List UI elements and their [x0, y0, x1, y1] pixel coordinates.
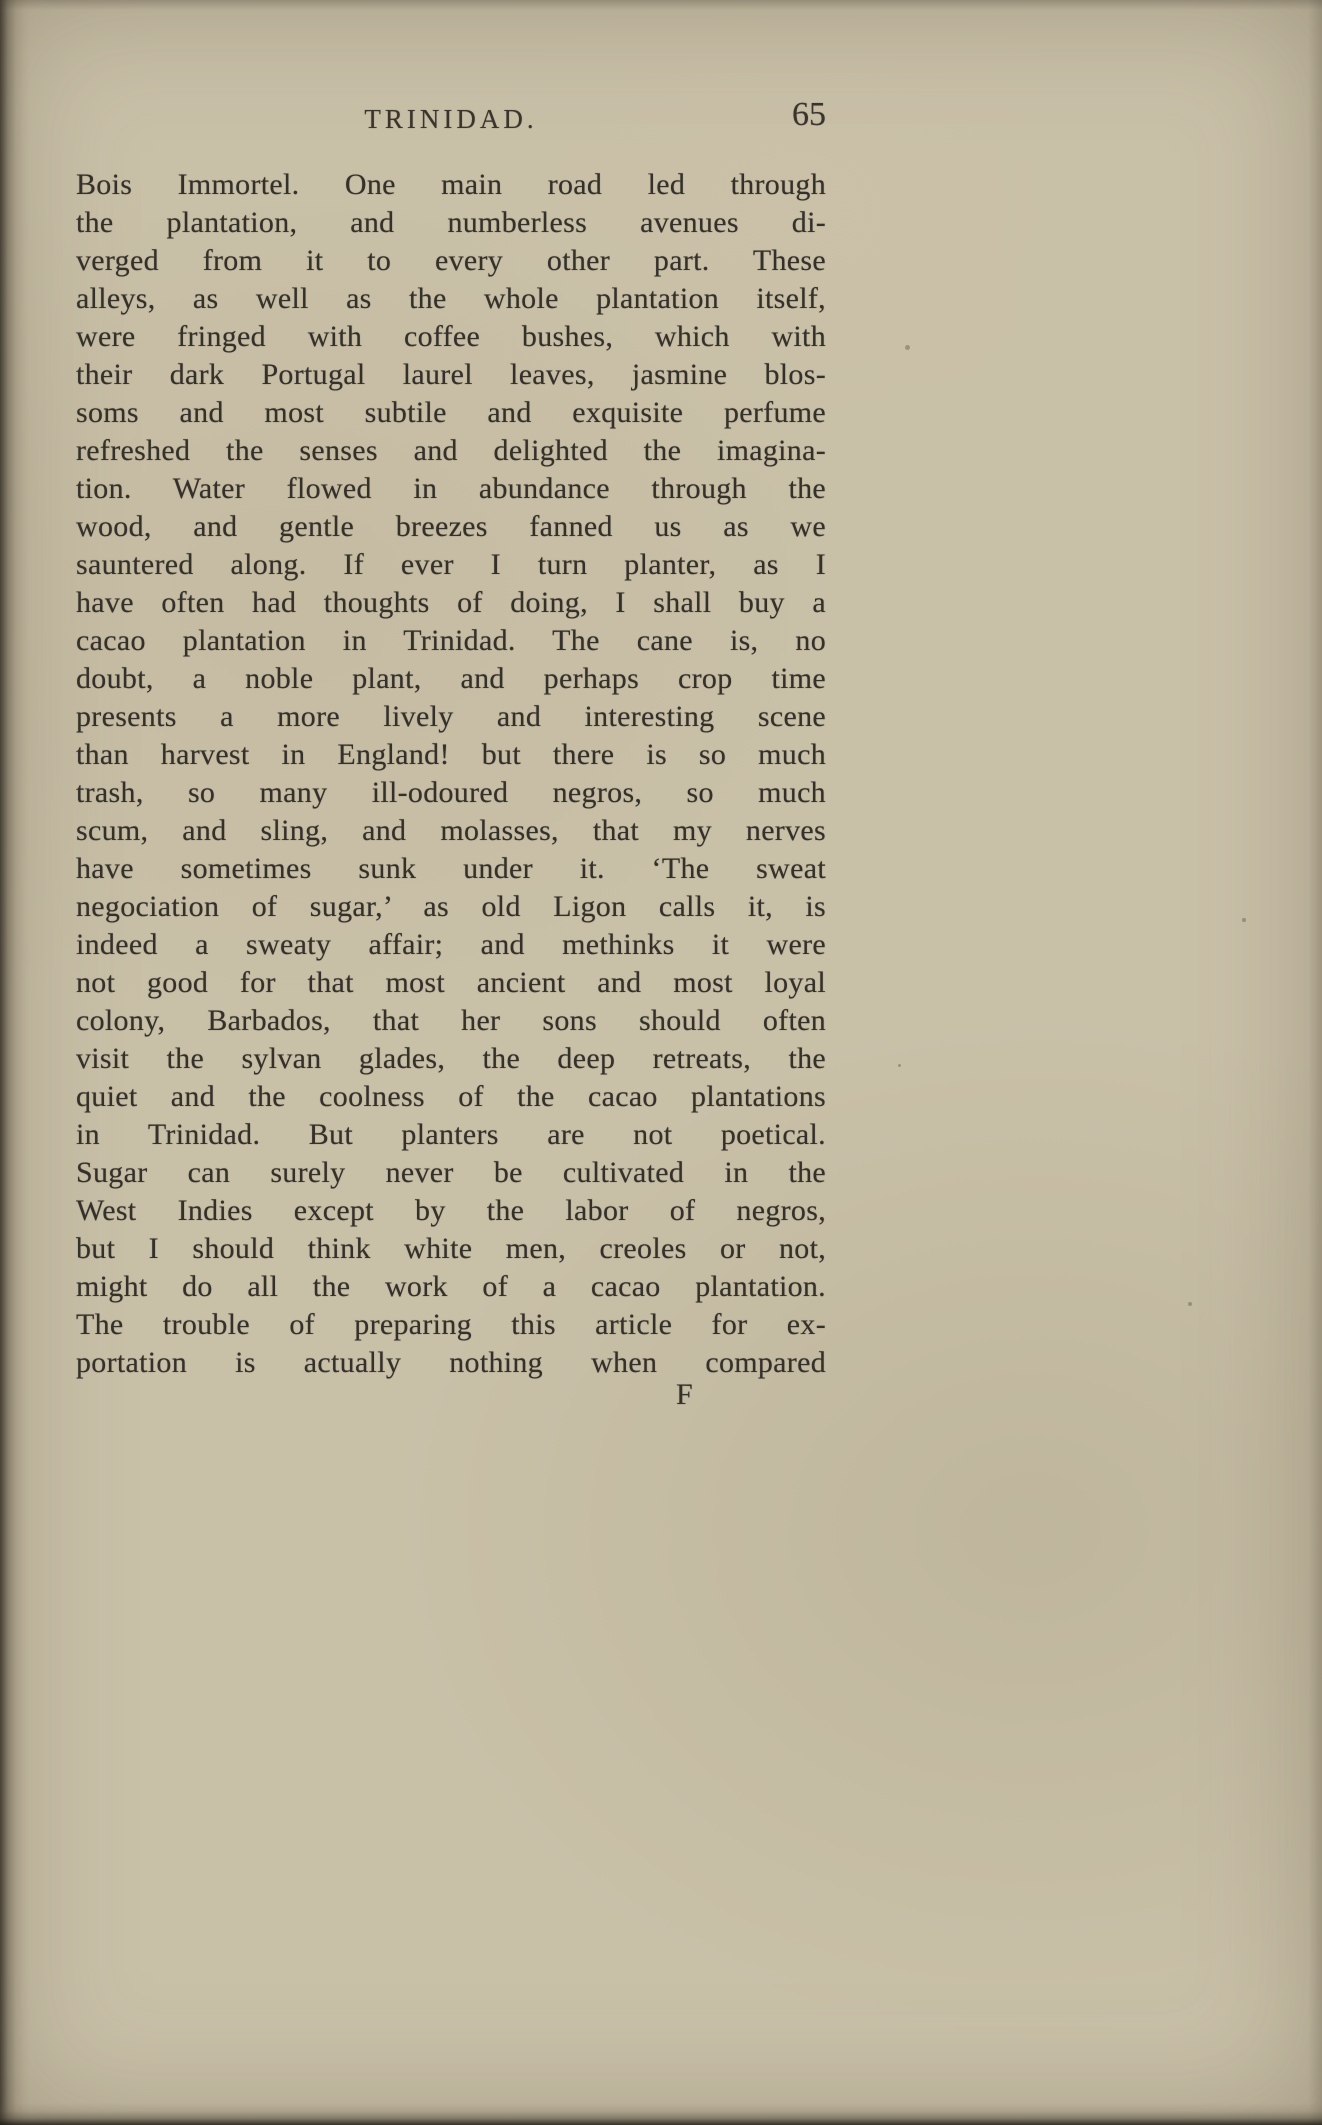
right-edge-shadow [1308, 0, 1322, 2125]
page-text [76, 166, 826, 1382]
text-line: but I should think white men, creoles or not, [76, 1232, 826, 1265]
text-line: scum, and sling, and molasses, that my nerves [76, 814, 826, 847]
text-line: doubt, a noble plant, and perhaps crop time [76, 662, 826, 695]
bottom-edge-shadow [0, 2103, 1322, 2125]
text-line: the plantation, and numberless avenues di- [76, 206, 826, 239]
text-line: presents a more lively and interesting scene [76, 700, 826, 733]
text-line: Sugar can surely never be cultivated in the [76, 1156, 826, 1189]
text-line: soms and most subtile and exquisite perfume [76, 396, 826, 429]
page-number: 65 [792, 96, 826, 133]
text-line: have often had thoughts of doing, I shall buy a [76, 586, 826, 619]
signature-mark: F [676, 1378, 694, 1411]
top-edge-shadow [0, 0, 1322, 10]
text-line: have sometimes sunk under it. ‘The sweat [76, 852, 826, 885]
text-line: indeed a sweaty affair; and methinks it were [76, 928, 826, 961]
text-line: in Trinidad. But planters are not poetical. [76, 1118, 826, 1151]
text-line: sauntered along. If ever I turn planter, as I [76, 548, 826, 581]
text-line: trash, so many ill-odoured negros, so much [76, 776, 826, 809]
text-line: portation is actually nothing when compared [76, 1346, 826, 1379]
text-line: colony, Barbados, that her sons should often [76, 1004, 826, 1037]
text-line: alleys, as well as the whole plantation itself, [76, 282, 826, 315]
binding-edge-shadow [0, 0, 30, 2125]
text-line: The trouble of preparing this article for ex- [76, 1308, 826, 1341]
text-line: not good for that most ancient and most loyal [76, 966, 826, 999]
text-line: wood, and gentle breezes fanned us as we [76, 510, 826, 543]
text-line: tion. Water flowed in abundance through the [76, 472, 826, 505]
text-line: quiet and the coolness of the cacao plantations [76, 1080, 826, 1113]
text-line: than harvest in England! but there is so much [76, 738, 826, 771]
text-line: refreshed the senses and delighted the imagina- [76, 434, 826, 467]
text-line: West Indies except by the labor of negros, [76, 1194, 826, 1227]
running-header-title: TRINIDAD. [364, 104, 538, 134]
text-line: visit the sylvan glades, the deep retreats, the [76, 1042, 826, 1075]
text-line: Bois Immortel. One main road led through [76, 168, 826, 201]
text-line: cacao plantation in Trinidad. The cane is, no [76, 624, 826, 657]
paper-speck [1242, 918, 1246, 922]
text-line: might do all the work of a cacao plantation. [76, 1270, 826, 1303]
paper-speck [898, 1064, 901, 1067]
paper-speck [905, 345, 910, 350]
text-line: negociation of sugar,’ as old Ligon calls it, is [76, 890, 826, 923]
text-line: their dark Portugal laurel leaves, jasmine blos- [76, 358, 826, 391]
text-line: were fringed with coffee bushes, which with [76, 320, 826, 353]
paper-speck [1188, 1302, 1192, 1306]
text-line: verged from it to every other part. These [76, 244, 826, 277]
